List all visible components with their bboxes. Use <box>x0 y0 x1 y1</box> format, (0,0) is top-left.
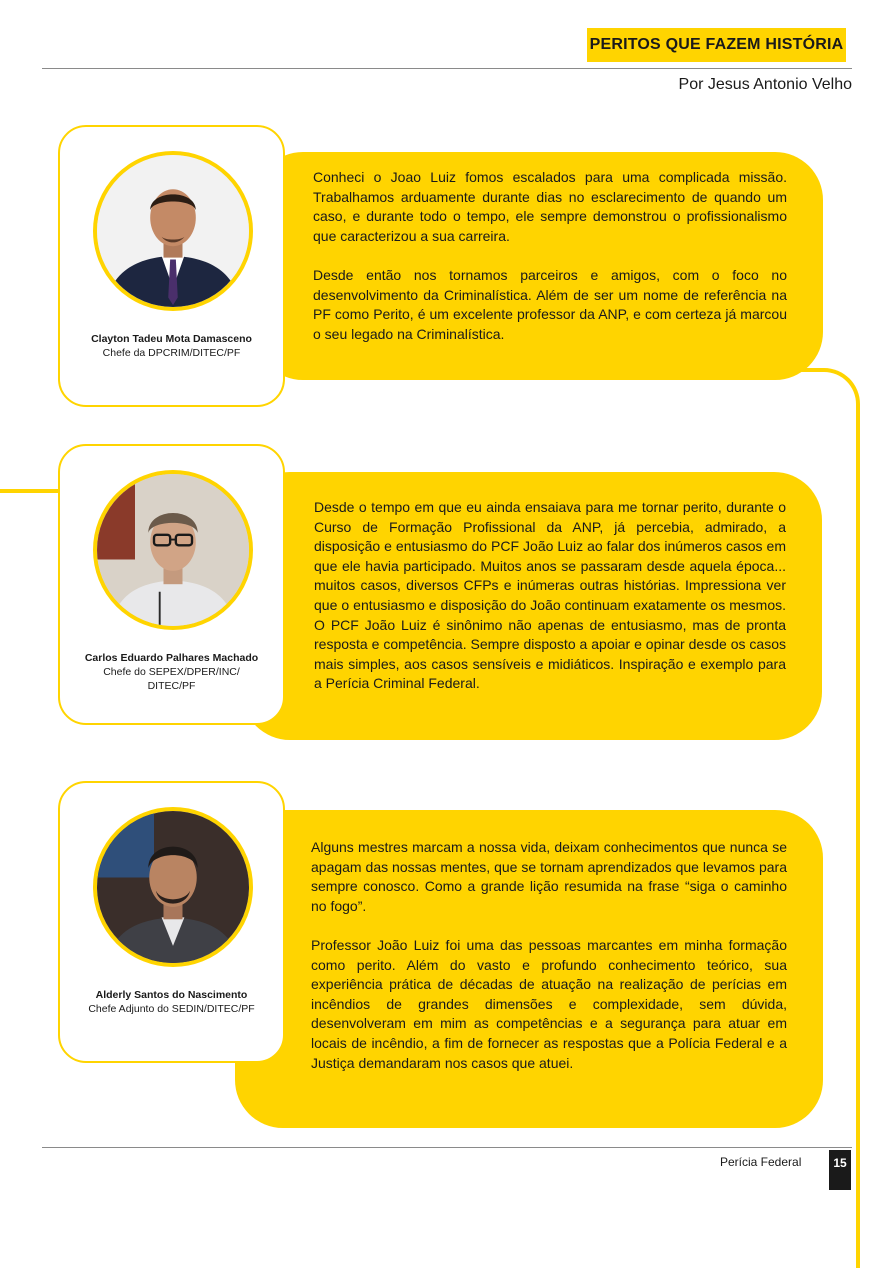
avatar <box>93 151 253 311</box>
quote-box-3 <box>235 810 823 1128</box>
person-role: Chefe da DPCRIM/DITEC/PF <box>102 347 241 359</box>
person-card-2 <box>58 444 285 725</box>
avatar <box>93 807 253 967</box>
quote-2-paragraph-1: Desde o tempo em que eu ainda ensaiava para me tornar perito, durante o Curso de Formação Profissional da ANP, já percebia, admirado, a disposição e entusiasmo do PCF João Luiz ao falar dos inúmeros casos em que ele havia participado. Muitos anos se passaram desde aquela época... muitos casos, diversos CFPs e inúmeras outras histórias. Impressiona ver que o entusiasmo e disposição do João continuam exatamente os mesmos. O PCF João Luiz é sinônimo não apenas de entusiasmo, mas de pronta resposta e competência. Sempre disposto a apoiar e opinar desde os casos mais simples, aos casos sensíveis e midiáticos. Inspiração e exemplo para a Perícia Criminal Federal. <box>314 499 786 692</box>
person-portrait-icon <box>97 811 249 963</box>
header-divider <box>42 68 852 69</box>
author-byline: Por Jesus Antonio Velho <box>678 76 852 93</box>
person-role: Chefe do SEPEX/DPER/INC/ DITEC/PF <box>103 666 240 692</box>
quote-1-paragraph-2: Desde então nos tornamos parceiros e amigos, com o foco no desenvolvimento da Criminalística. Além de ser um nome de referência na PF como Perito, é um excelente professor da ANP, e com certeza já marcou o seu legado na Criminalística. <box>313 266 787 342</box>
quote-1-paragraph-1: Conheci o Joao Luiz fomos escalados para uma complicada missão. Trabalhamos arduamente durante dias no esclarecimento de quando um caso, e durante todo o tempo, ele sempre demonstrou o profissionalismo que caracterizou a sua carreira. <box>313 169 787 244</box>
person-card-3 <box>58 781 285 1063</box>
person-name: Carlos Eduardo Palhares Machado <box>84 652 259 664</box>
publication-name: Perícia Federal <box>720 1155 802 1169</box>
quote-3-paragraph-1: Alguns mestres marcam a nossa vida, deixam conhecimentos que nunca se apagam das nossas mentes, que se tornam aprendizados que levamos para sempre conosco. Como a grande lição resumida na frase “siga o caminho no fogo”. <box>311 839 787 914</box>
section-title: PERITOS QUE FAZEM HISTÓRIA <box>587 28 846 62</box>
quote-box-1 <box>255 152 823 380</box>
person-name: Clayton Tadeu Mota Damasceno <box>91 333 252 345</box>
page-number: 15 <box>829 1150 851 1190</box>
person-name: Alderly Santos do Nascimento <box>95 989 248 1001</box>
person-portrait-icon <box>97 155 249 307</box>
avatar <box>93 470 253 630</box>
person-portrait-icon <box>97 474 249 626</box>
person-card-1 <box>58 125 285 407</box>
footer-divider <box>42 1147 852 1148</box>
quote-3-paragraph-2: Professor João Luiz foi uma das pessoas marcantes em minha formação como perito. Além do vasto e profundo conhecimento teórico, sua experiência prática de décadas de atuação na realização de perícias em incêndios de grandes dimensões e complexidade, sem dúvida, desenvolveram em mim as competências e a segurança para atuar em locais de incêndio, a fim de fornecer as respostas que a Polícia Federal e a Justiça demandaram nos casos que atuei. <box>311 936 787 1071</box>
person-role: Chefe Adjunto do SEDIN/DITEC/PF <box>88 1003 255 1015</box>
quote-box-2 <box>242 472 822 740</box>
